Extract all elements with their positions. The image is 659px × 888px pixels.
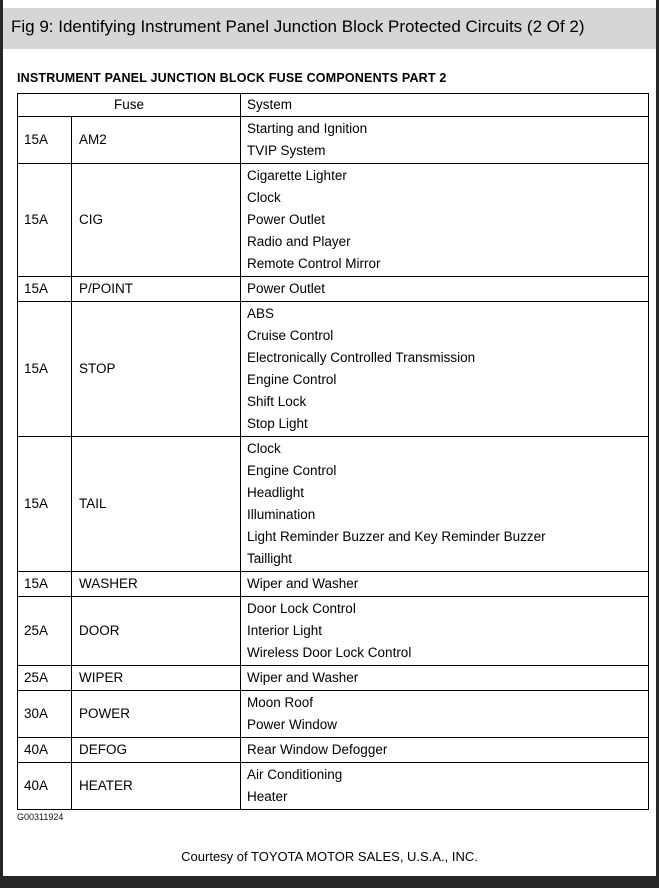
fuse-systems xyxy=(241,571,649,596)
system-item: Radio and Player xyxy=(247,233,351,249)
fuse-name: DEFOG xyxy=(72,737,241,762)
table-row xyxy=(18,762,649,809)
system-item: Door Lock Control xyxy=(247,600,356,616)
table-row xyxy=(18,116,649,163)
fuse-name: STOP xyxy=(72,301,241,436)
figure-title: Fig 9: Identifying Instrument Panel Junction Block Protected Circuits (2 Of 2) xyxy=(3,8,656,49)
system-item: ABS xyxy=(247,305,275,321)
fuse-name: WIPER xyxy=(72,665,241,690)
table-row xyxy=(18,163,649,276)
fuse-amperage: 15A xyxy=(18,163,72,276)
system-item: Power Outlet xyxy=(247,280,326,296)
fuse-amperage: 15A xyxy=(18,301,72,436)
system-item: Electronically Controlled Transmission xyxy=(247,349,476,365)
fuse-table xyxy=(17,93,649,810)
fuse-name: TAIL xyxy=(72,436,241,571)
system-item: Power Window xyxy=(247,716,338,732)
fuse-systems xyxy=(241,737,649,762)
table-row xyxy=(18,276,649,301)
fuse-name: CIG xyxy=(72,163,241,276)
table-row xyxy=(18,665,649,690)
system-item: Shift Lock xyxy=(247,393,307,409)
fuse-name: HEATER xyxy=(72,762,241,809)
system-item: Moon Roof xyxy=(247,694,314,710)
table-row xyxy=(18,301,649,436)
system-item: Light Reminder Buzzer and Key Reminder Buzzer xyxy=(247,528,546,544)
courtesy-line: Courtesy of TOYOTA MOTOR SALES, U.S.A., INC. xyxy=(181,849,478,864)
fuse-systems xyxy=(241,762,649,809)
system-item: Illumination xyxy=(247,506,316,522)
fuse-name: DOOR xyxy=(72,596,241,665)
fuse-systems xyxy=(241,276,649,301)
table-row xyxy=(18,436,649,571)
system-item: Power Outlet xyxy=(247,211,326,227)
fuse-name: POWER xyxy=(72,690,241,737)
system-item: Taillight xyxy=(247,550,293,566)
system-item: Interior Light xyxy=(247,622,323,638)
fuse-amperage: 25A xyxy=(18,665,72,690)
fuse-amperage: 30A xyxy=(18,690,72,737)
system-item: Clock xyxy=(247,440,281,456)
fuse-systems xyxy=(241,301,649,436)
fuse-amperage: 15A xyxy=(18,436,72,571)
system-item: TVIP System xyxy=(247,142,326,158)
fuse-systems xyxy=(241,436,649,571)
system-item: Wiper and Washer xyxy=(247,669,359,685)
table-row xyxy=(18,737,649,762)
system-item: Cruise Control xyxy=(247,327,334,343)
fuse-amperage: 15A xyxy=(18,571,72,596)
system-item: Engine Control xyxy=(247,371,337,387)
system-item: Cigarette Lighter xyxy=(247,167,347,183)
column-header-fuse: Fuse xyxy=(18,93,241,116)
system-item: Engine Control xyxy=(247,462,337,478)
system-item: Stop Light xyxy=(247,415,308,431)
bottom-border xyxy=(0,876,659,888)
fuse-systems xyxy=(241,116,649,163)
fuse-amperage: 15A xyxy=(18,276,72,301)
table-row xyxy=(18,596,649,665)
fuse-systems xyxy=(241,690,649,737)
table-header-row xyxy=(18,93,649,116)
table-caption: INSTRUMENT PANEL JUNCTION BLOCK FUSE COMPONENTS PART 2 xyxy=(17,70,447,85)
table-row xyxy=(18,571,649,596)
figure-content xyxy=(3,49,656,849)
system-item: Wireless Door Lock Control xyxy=(247,644,412,660)
fuse-systems xyxy=(241,596,649,665)
fuse-amperage: 15A xyxy=(18,116,72,163)
fuse-name: AM2 xyxy=(72,116,241,163)
system-item: Air Conditioning xyxy=(247,766,343,782)
system-item: Rear Window Defogger xyxy=(247,741,388,757)
system-item: Clock xyxy=(247,189,281,205)
system-item: Remote Control Mirror xyxy=(247,255,381,271)
fuse-systems xyxy=(241,163,649,276)
fuse-name: P/POINT xyxy=(72,276,241,301)
fuse-amperage: 25A xyxy=(18,596,72,665)
system-item: Headlight xyxy=(247,484,305,500)
fuse-amperage: 40A xyxy=(18,737,72,762)
column-header-system: System xyxy=(241,93,649,116)
system-item: Wiper and Washer xyxy=(247,575,359,591)
fuse-systems xyxy=(241,665,649,690)
table-row xyxy=(18,690,649,737)
figure-code: G00311924 xyxy=(17,811,64,822)
fuse-name: WASHER xyxy=(72,571,241,596)
fuse-amperage: 40A xyxy=(18,762,72,809)
system-item: Starting and Ignition xyxy=(247,120,368,136)
system-item: Heater xyxy=(247,788,288,804)
